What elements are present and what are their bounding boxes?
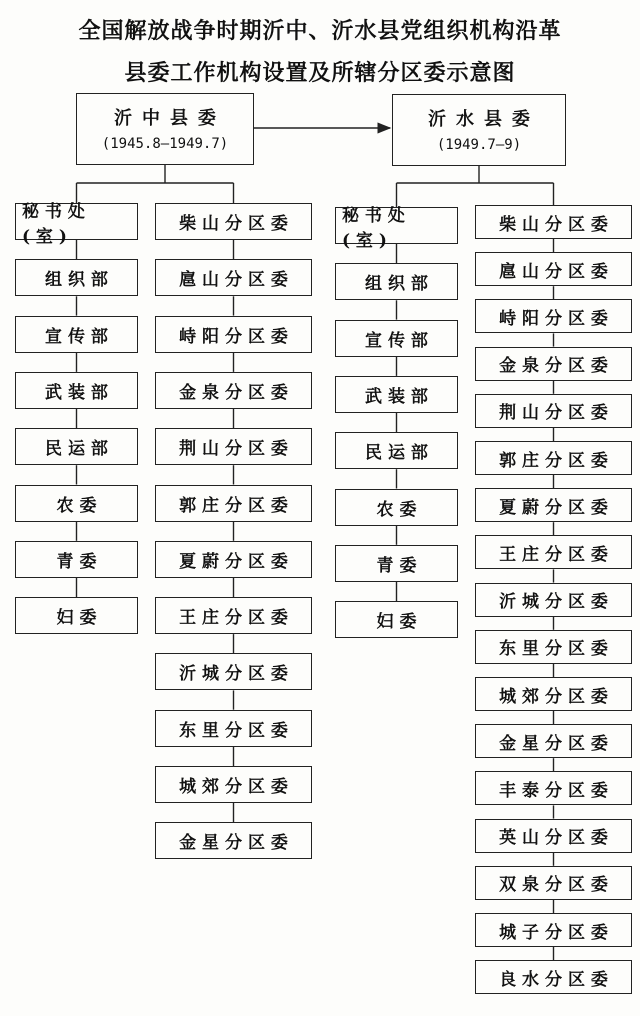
yizhong-district-box: 郭庄分区委 — [155, 485, 312, 522]
yishui-district-box: 荆山分区委 — [475, 394, 632, 428]
yizhong-district-box: 扈山分区委 — [155, 259, 312, 296]
yishui-department-box: 妇委 — [335, 601, 458, 638]
yizhong-district-box: 峙阳分区委 — [155, 316, 312, 353]
yishui-district-box: 峙阳分区委 — [475, 299, 632, 333]
yishui-district-box: 金星分区委 — [475, 724, 632, 758]
yizhong-department-box: 组织部 — [15, 259, 138, 296]
yishui-department-box: 民运部 — [335, 432, 458, 469]
yishui-district-box: 郭庄分区委 — [475, 441, 632, 475]
yishui-district-box: 良水分区委 — [475, 960, 632, 994]
yizhong-district-box: 城郊分区委 — [155, 766, 312, 803]
yizhong-district-box: 柴山分区委 — [155, 203, 312, 240]
yizhong-committee-box — [76, 93, 254, 165]
yizhong-district-box: 金星分区委 — [155, 822, 312, 859]
yizhong-district-box: 沂城分区委 — [155, 653, 312, 690]
yizhong-department-box: 宣传部 — [15, 316, 138, 353]
yishui-district-box: 东里分区委 — [475, 630, 632, 664]
yizhong-district-box: 王庄分区委 — [155, 597, 312, 634]
yishui-department-box: 宣传部 — [335, 320, 458, 357]
yizhong-committee-dates: (1945.8—1949.7) — [101, 136, 229, 152]
yishui-committee-name: 沂水县委 — [428, 109, 540, 130]
yishui-department-box: 农委 — [335, 489, 458, 526]
yishui-district-box: 柴山分区委 — [475, 205, 632, 239]
yizhong-district-box: 金泉分区委 — [155, 372, 312, 409]
yizhong-department-box: 妇委 — [15, 597, 138, 634]
yishui-district-box: 金泉分区委 — [475, 347, 632, 381]
diagram-title-line2: 县委工作机构设置及所辖分区委示意图 — [124, 60, 516, 86]
yishui-district-box: 丰泰分区委 — [475, 771, 632, 805]
yishui-district-box: 沂城分区委 — [475, 583, 632, 617]
yishui-district-box: 夏蔚分区委 — [475, 488, 632, 522]
yishui-district-box: 双泉分区委 — [475, 866, 632, 900]
yizhong-committee-name: 沂中县委 — [114, 108, 226, 129]
yishui-department-box: 青委 — [335, 545, 458, 582]
yizhong-department-box: 武装部 — [15, 372, 138, 409]
yizhong-department-box: 农委 — [15, 485, 138, 522]
yishui-committee-box — [392, 94, 566, 166]
yizhong-district-box: 荆山分区委 — [155, 428, 312, 465]
yishui-district-box: 城子分区委 — [475, 913, 632, 947]
yishui-department-box: 秘书处(室) — [335, 207, 458, 244]
yishui-department-box: 组织部 — [335, 263, 458, 300]
yizhong-department-box: 青委 — [15, 541, 138, 578]
diagram-title-line1: 全国解放战争时期沂中、沂水县党组织机构沿革 — [78, 18, 562, 44]
yishui-district-box: 城郊分区委 — [475, 677, 632, 711]
yishui-committee-dates: (1949.7—9) — [436, 137, 522, 153]
yishui-district-box: 英山分区委 — [475, 819, 632, 853]
yizhong-district-box: 夏蔚分区委 — [155, 541, 312, 578]
yishui-department-box: 武装部 — [335, 376, 458, 413]
yizhong-department-box: 民运部 — [15, 428, 138, 465]
yishui-district-box: 王庄分区委 — [475, 535, 632, 569]
yishui-district-box: 扈山分区委 — [475, 252, 632, 286]
yizhong-department-box: 秘书处(室) — [15, 203, 138, 240]
yizhong-district-box: 东里分区委 — [155, 710, 312, 747]
